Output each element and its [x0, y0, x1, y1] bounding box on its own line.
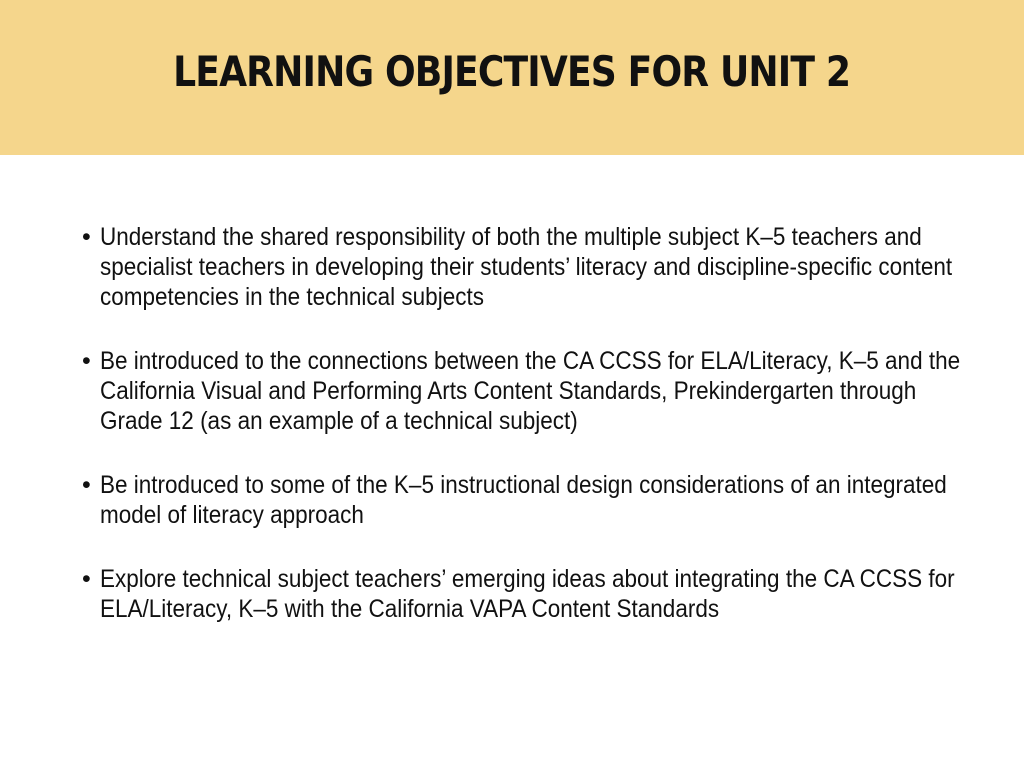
bullet-marker: •: [82, 471, 91, 499]
bullet-text: Understand the shared responsibility of both the multiple subject K–5 teachers and specialist teachers in developing their students’ literacy and discipline-specific content competencies in the technical subjects: [100, 223, 953, 311]
bullet-marker: •: [82, 347, 91, 375]
bullet-marker: •: [82, 223, 91, 251]
list-item: [82, 222, 962, 312]
bullet-marker: •: [82, 565, 91, 593]
bullet-list: [82, 222, 962, 658]
bullet-text: Explore technical subject teachers’ emerging ideas about integrating the CA CCSS for ELA/Literacy, K–5 with the California VAPA Content Standards: [100, 565, 955, 623]
title-band: [0, 0, 1024, 155]
list-item: [82, 564, 962, 624]
bullet-text: Be introduced to some of the K–5 instructional design considerations of an integrated model of literacy approach: [100, 471, 947, 529]
slide-title: LEARNING OBJECTIVES FOR UNIT 2: [173, 47, 851, 96]
bullet-text: Be introduced to the connections between the CA CCSS for ELA/Literacy, K–5 and the California Visual and Performing Arts Content Standards, Prekindergarten through Grade 12 (as an example of a technical subject): [100, 347, 961, 435]
list-item: [82, 346, 962, 436]
list-item: [82, 470, 962, 530]
